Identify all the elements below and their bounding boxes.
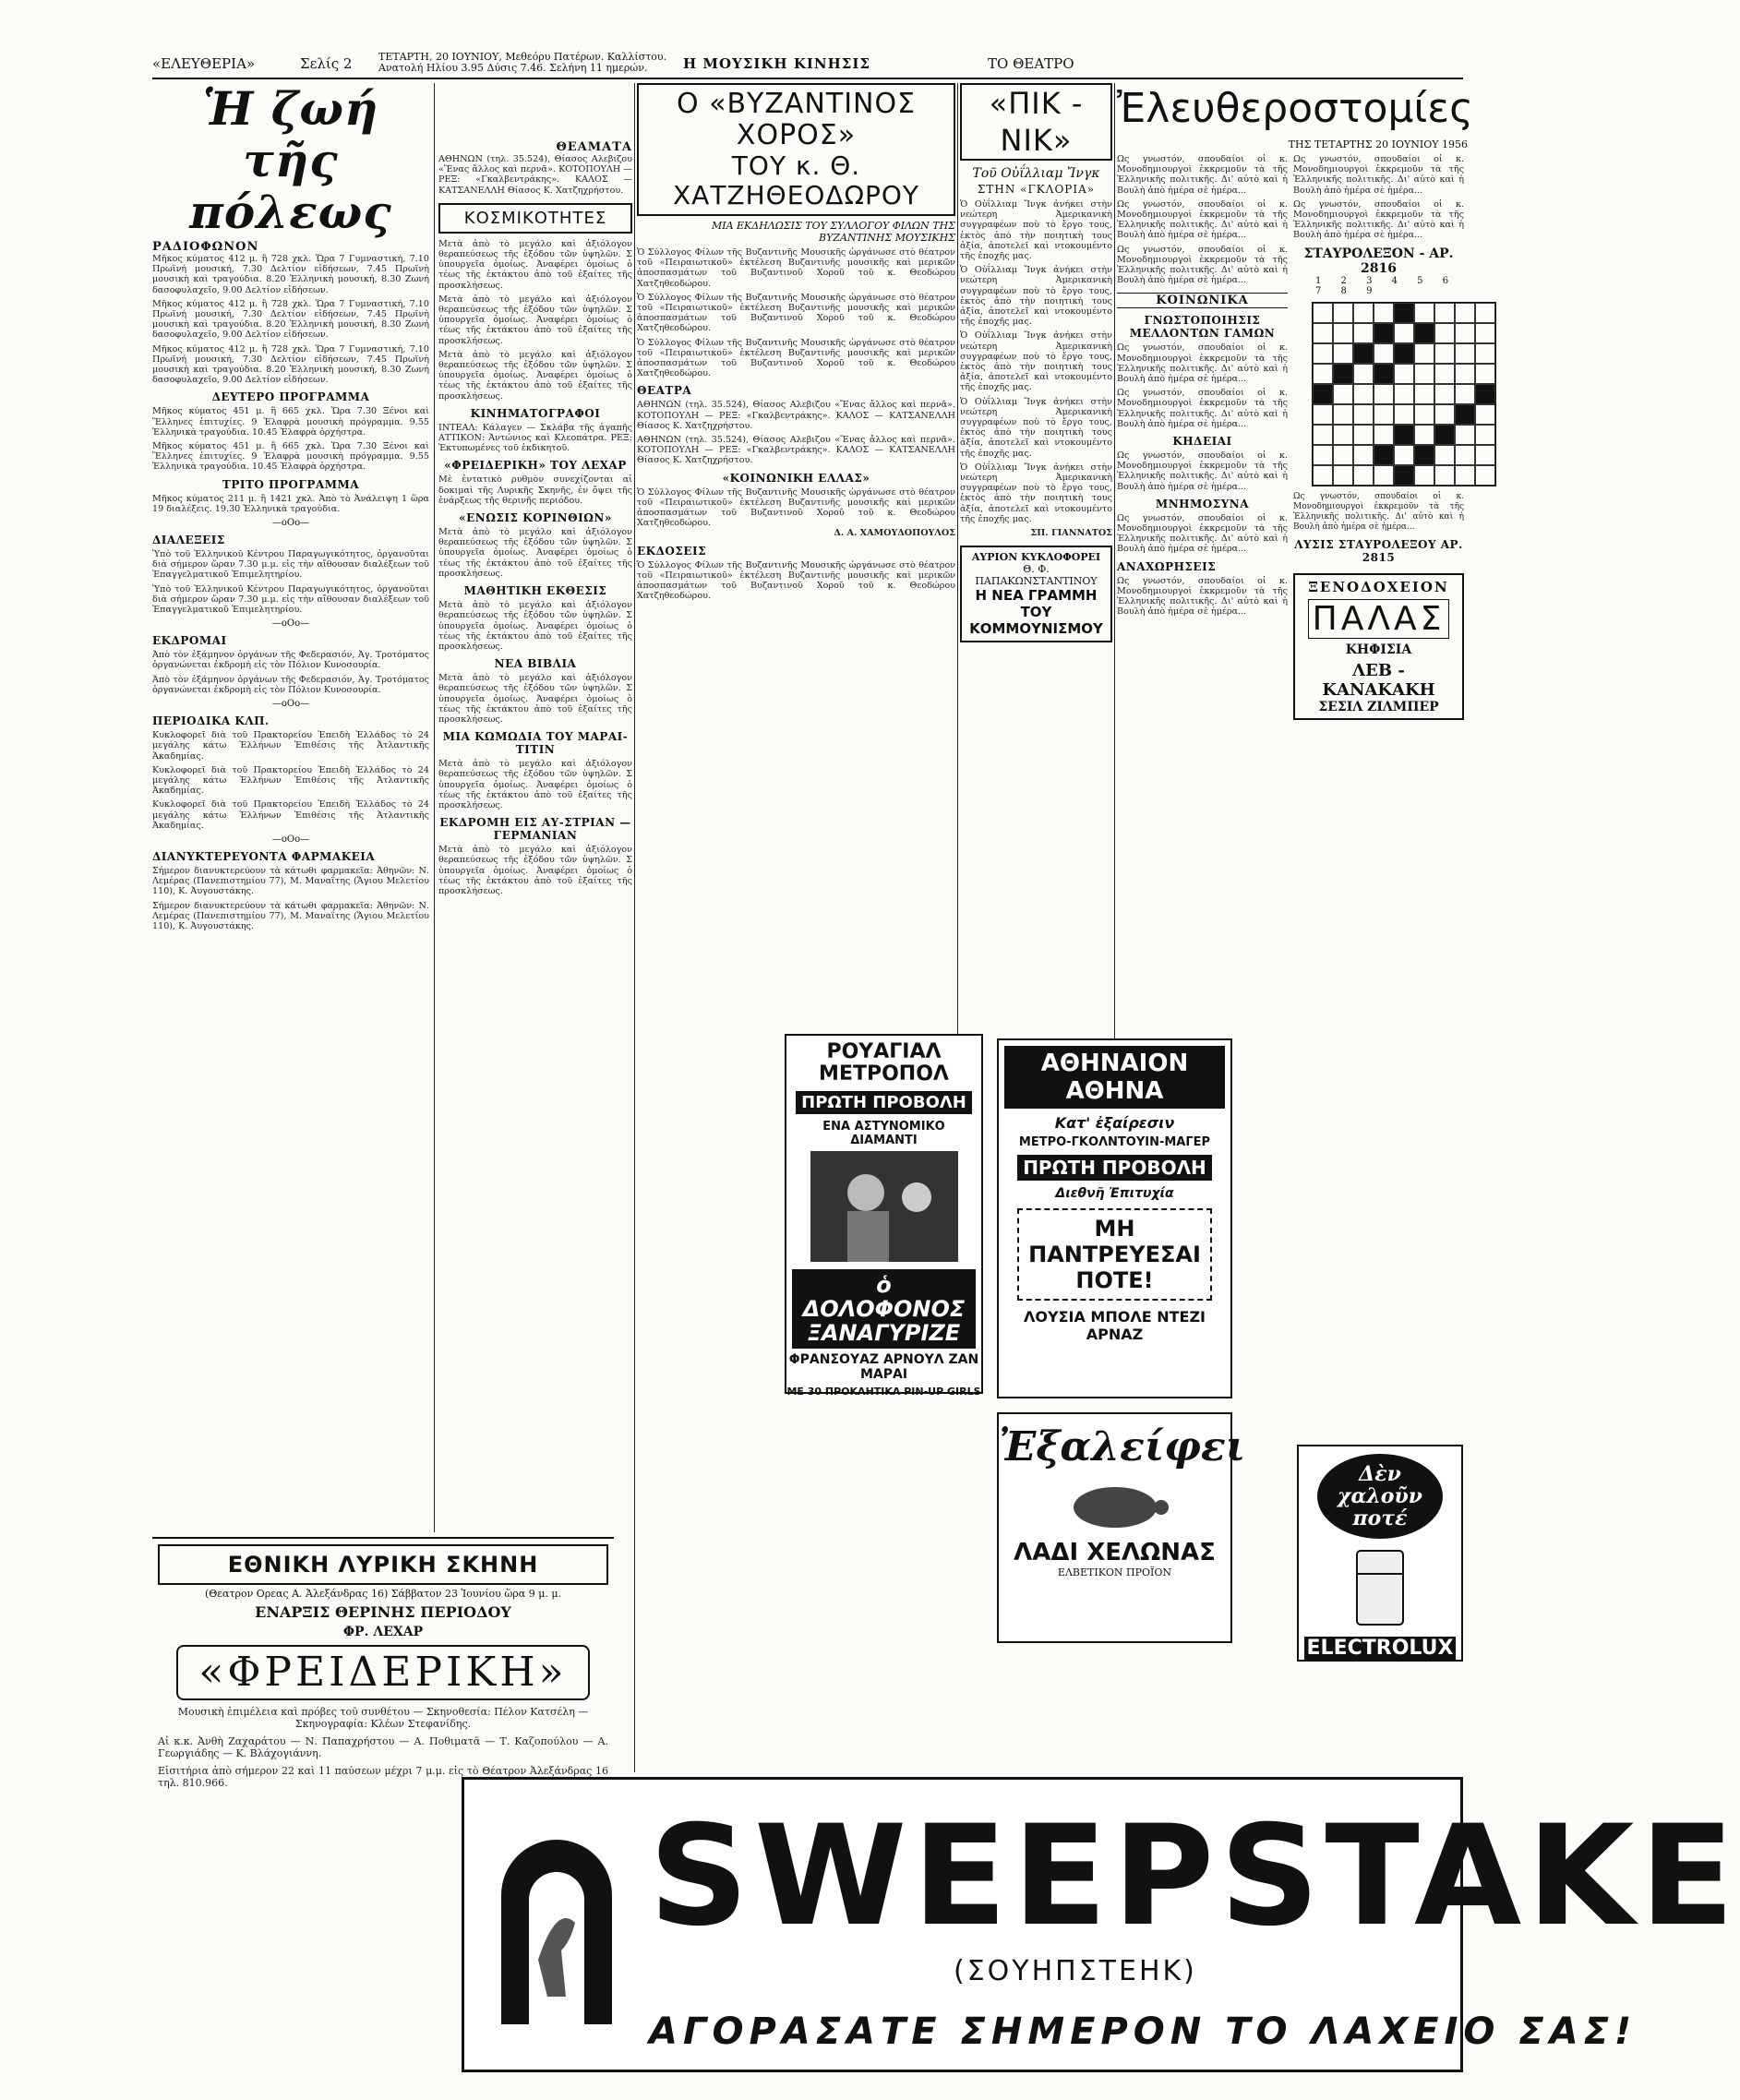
crossword-cell bbox=[1455, 323, 1475, 343]
crossword-cell bbox=[1333, 323, 1353, 343]
opera-tickets: Εἰσιτήρια ἀπὸ σήμερον 22 καὶ 11 παύσεων μέχρι 7 μ.μ. εἰς τὸ Θέατρον Ἀλεξάνδρας 16 τηλ. 810.966. bbox=[158, 1765, 608, 1789]
comedy-text: Μετὰ ἀπὸ τὸ μεγάλο καὶ ἀξιόλογον θεραπεύσεως τῆς ἐξόδου τῶν ὑψηλῶν. Σ ὑπουργεῖα ὁμοίως. Ἀναφέρει ὁμοίως ὁ τέως τῆς ἐκτάκτου ἀπὸ τοῦ ἐξαίτες τῆς προσκλήσεως. bbox=[438, 759, 632, 810]
radio-schedule-cont2: Μῆκος κύματος 412 μ. ἢ 728 χκλ. Ὥρα 7 Γυμναστική, 7.10 Πρωϊνή μουσική, 7.30 Δελτίον εἰδήσεων, 7.45 Πρωϊνὴ μουσικὴ καὶ τραγούδια. 8.20 Ἑλληνικὴ μουσική, 8.30 Ζωνή δασοφυλαχεῖο, 9.00 Δελτίον εἰδήσεων. bbox=[152, 343, 429, 386]
pharmacies-text: Σήμερον διανυκτερεύουν τὰ κάτωθι φαρμακεῖα: Ἀθηνῶν: Ν. Λεμέρας (Πανεπιστημίου 77), Μ. Μαναΐτης (Ἄγιου Μελετίου 110), Κ. Ἀυγουστάκης. bbox=[152, 865, 429, 897]
crossword-cell bbox=[1374, 303, 1394, 323]
hotel-band: ΛΕΒ - ΚΑΝΑΚΑΚΗ bbox=[1322, 661, 1435, 701]
editorial-text-cont: Ως γνωστόν, σπουδαίοι οἱ κ. Μονοδημιουργοὶ ἐκκρεμοῦν τὰ τῆς Ἐλληνικῆς πολιτικῆς. Δι' αὐτὸ καὶ ἡ Βουλὴ ἀπὸ ἡμέρα σὲ ἡμέρα... bbox=[1117, 198, 1288, 241]
social-life-heading: ΚΟΣΜΙΚΟΤΗΤΕΣ bbox=[438, 203, 632, 234]
metropol-stars: ΦΡΑΝΣΟΥΑΖ ΑΡΝΟΥΛ ΖΑΝ ΜΑΡΑΙ bbox=[788, 1352, 979, 1382]
horseshoe-horse-icon bbox=[483, 1812, 630, 2034]
city-life-column bbox=[152, 83, 429, 1606]
crossword-cell bbox=[1313, 445, 1333, 465]
byzantine-article-cont: Ὁ Σύλλογος Φίλων τῆς Βυζαντινῆς Μουσικῆς ὠργάνωσε στὸ θέατρον τοῦ «Πειραιωτικοῦ» ἐκτέλεση Βυζαντινῆς μουσικῆς καὶ μερικῶν ἀποσπασμάτων τοῦ Βυζαντινοῦ Χοροῦ τοῦ κ. Θεοδώρου Χατζηθεοδώρου. bbox=[637, 292, 955, 334]
hotel-singer: ΣΕΣΙΛ ΖΙΛΜΠΕΡ bbox=[1318, 700, 1439, 715]
turtle-origin: ΕΛΒΕΤΙΚΟΝ ΠΡΟΪΟΝ bbox=[1057, 1566, 1172, 1578]
spectacles-column bbox=[438, 83, 632, 1652]
athinaion-ad bbox=[997, 1038, 1232, 1398]
crossword-cell bbox=[1455, 404, 1475, 425]
crossword-cell bbox=[1374, 404, 1394, 425]
social-heading: ΚΟΙΝΩΝΙΚΑ bbox=[1117, 293, 1288, 308]
crossword-cell bbox=[1333, 384, 1353, 404]
crossword-cell bbox=[1455, 425, 1475, 445]
crossword-cell bbox=[1353, 343, 1374, 364]
crossword-cell bbox=[1475, 364, 1495, 384]
athinaion-hit: Διεθνῆ Ἐπιτυχία bbox=[1055, 1186, 1174, 1201]
crossword-cell bbox=[1455, 303, 1475, 323]
crossword-cell bbox=[1414, 445, 1434, 465]
crossword-cell bbox=[1434, 364, 1455, 384]
publications-text: Ὁ Σύλλογος Φίλων τῆς Βυζαντινῆς Μουσικῆς ὠργάνωσε στὸ θέατρον τοῦ «Πειραιωτικοῦ» ἐκτέλεση Βυζαντινῆς μουσικῆς καὶ μερικῶν ἀποσπασμάτων τοῦ Βυζαντινοῦ Χοροῦ τοῦ κ. Θεοδώρου Χατζηθεοδώρου. bbox=[637, 559, 955, 602]
crossword-cell bbox=[1475, 384, 1495, 404]
crossword-clues: Ως γνωστόν, σπουδαίοι οἱ κ. Μονοδημιουργοὶ ἐκκρεμοῦν τὰ τῆς Ἐλληνικῆς πολιτικῆς. Δι' αὐτὸ καὶ ἡ Βουλὴ ἀπὸ ἡμέρα σὲ ἡμέρα... bbox=[1293, 491, 1464, 533]
theatres-text: ΑΘΗΝΩΝ (τηλ. 35.524), Θίασος Αλεβιζου «Ἔνας ἄλλος καὶ περνᾶ». ΚΟΤΟΠΟΥΛΗ — ΡΕΞ: «Γκαλβεντράκης». ΚΑΛΟΣ — ΚΑΤΣΑΝΕΛΛΗ Θίασος Κ. Χατζηχρήστου. bbox=[637, 400, 955, 431]
crossword-cell bbox=[1475, 303, 1495, 323]
picnic-review-cont4: Ὁ Οὐΐλλιαμ Ἴνγκ ἀνήκει στὴν νεώτερη Ἀμερικανικὴ συγγραφέων ποὺ τὸ ἔργο τους, ἐκτὸς ἀπὸ τὴν ποιητικὴ τους ἀξία, ἀποτελεῖ καὶ ντοκουμέντο τῆς ἐποχῆς μας. bbox=[960, 462, 1112, 524]
sweepstake-transliteration: (ΣΟΥΗΠΣΤΕΗΚ) bbox=[954, 1955, 1197, 1987]
weddings-text-cont: Ως γνωστόν, σπουδαίοι οἱ κ. Μονοδημιουργοὶ ἐκκρεμοῦν τὰ τῆς Ἐλληνικῆς πολιτικῆς. Δι' αὐτὸ καὶ ἡ Βουλὴ ἀπὸ ἡμέρα σὲ ἡμέρα... bbox=[1117, 388, 1288, 429]
byzantine-title-line2: ΤΟΥ κ. Θ. ΧΑΤΖΗΘΕΟΔΩΡΟΥ bbox=[672, 150, 920, 210]
crossword-cell bbox=[1455, 343, 1475, 364]
crossword-cell bbox=[1434, 323, 1455, 343]
byzantine-column bbox=[637, 83, 955, 1006]
byzantine-article-cont2: Ὁ Σύλλογος Φίλων τῆς Βυζαντινῆς Μουσικῆς ὠργάνωσε στὸ θέατρον τοῦ «Πειραιωτικοῦ» ἐκτέλεση Βυζαντινῆς μουσικῆς καὶ μερικῶν ἀποσπασμάτων τοῦ Βυζαντινοῦ Χοροῦ τοῦ κ. Θεοδώρου Χατζηθεοδώρου. bbox=[637, 337, 955, 379]
opera-address: (Θεατρον Ορεας Α. Ἀλεξάνδρας 16) Σάββατον 23 Ἰουνίου ὥρα 9 μ. μ. bbox=[205, 1588, 561, 1600]
excursion-heading: ΕΚΔΡΟΜΗ ΕΙΣ ΑΥ-ΣΤΡΙΑΝ — ΓΕΡΜΑΝΙΑΝ bbox=[439, 816, 631, 843]
crossword-cell bbox=[1374, 364, 1394, 384]
athinaion-studio: ΜΕΤΡΟ-ΓΚΟΛΝΤΟΥΙΝ-ΜΑΓΕΡ bbox=[1018, 1135, 1211, 1149]
memorials-text: Ως γνωστόν, σπουδαίοι οἱ κ. Μονοδημιουργοὶ ἐκκρεμοῦν τὰ τῆς Ἐλληνικῆς πολιτικῆς. Δι' αὐτὸ καὶ ἡ Βουλὴ ἀπὸ ἡμέρα σὲ ἡμέρα... bbox=[1117, 512, 1288, 555]
crossword-cell bbox=[1394, 343, 1414, 364]
athinaion-stars: ΛΟΥΣΙΑ ΜΠΟΛΕ ΝΤΕΖΙ ΑΡΝΑΖ bbox=[1024, 1308, 1206, 1343]
crossword-cell bbox=[1414, 364, 1434, 384]
social-life-text: Μετὰ ἀπὸ τὸ μεγάλο καὶ ἀξιόλογον θεραπεύσεως τῆς ἐξόδου τῶν ὑψηλῶν. Σ ὑπουργεῖα ὁμοίως. Ἀναφέρει ὁμοίως ὁ τέως τῆς ἐκτάκτου ἀπὸ τοῦ ἐξαίτες τῆς προσκλήσεως. bbox=[438, 238, 632, 291]
crossword-cell bbox=[1414, 303, 1434, 323]
picnic-venue: ΣΤΗΝ «ΓΚΛΟΡΙΑ» bbox=[977, 183, 1096, 196]
refrigerator-icon bbox=[1352, 1546, 1408, 1629]
second-program-text: Μῆκος κύματος 451 μ. ἢ 665 χκλ. Ὥρα 7.30 Ξένοι καὶ Ἕλληνες ἐπιτυχίες. 9 Ἐλαφρὰ μουσικὴ πρόγραμμα. 9.55 Ἑλληνικὰ τραγούδια. 10.45 Ἐλαφρὰ ὀρχήστρα. bbox=[152, 406, 429, 438]
cinemas-text: ΙΝΤΕΑΛ: Κάλαγεν — Σκλάβα τῆς ἀγαπῆς ΑΤΤΙΚΟΝ: Ἀντώνιος καὶ Κλεοπάτρα. ΡΕΞ: Ἐκτυπωμένες τοῦ ἐκδικητοῦ. bbox=[438, 422, 632, 454]
sweepstake-word: SWEEPSTAKE bbox=[649, 1796, 1740, 1957]
opera-credits: Μουσικὴ ἐπιμέλεια καὶ πρόβες τοῦ συνθέτου — Σκηνοθεσία: Πέλον Κατσέλη — Σκηνογραφία: Κλέων Στεφανίδης. bbox=[177, 1706, 589, 1730]
society-heading: «ΚΟΙΝΩΝΙΚΗ ΕΛΛΑΣ» bbox=[722, 471, 870, 485]
third-program-heading: ΤΡΙΤΟ ΠΡΟΓΡΑΜΜΑ bbox=[222, 477, 360, 491]
editorial-text-cont2: Ως γνωστόν, σπουδαίοι οἱ κ. Μονοδημιουργοὶ ἐκκρεμοῦν τὰ τῆς Ἐλληνικῆς πολιτικῆς. Δι' αὐτὸ καὶ ἡ Βουλὴ ἀπὸ ἡμέρα σὲ ἡμέρα... bbox=[1117, 244, 1288, 286]
crossword-cell bbox=[1475, 343, 1495, 364]
crossword-cell bbox=[1434, 343, 1455, 364]
crossword-cell bbox=[1455, 364, 1475, 384]
crossword-cell bbox=[1374, 465, 1394, 486]
opera-season: ΕΝΑΡΞΙΣ ΘΕΡΙΝΗΣ ΠΕΡΙΟΔΟΥ bbox=[255, 1603, 511, 1621]
crossword-cell bbox=[1455, 384, 1475, 404]
crossword-cell bbox=[1353, 445, 1374, 465]
column-rule bbox=[634, 83, 635, 1772]
hotel-place: ΚΗΦΙΣΙΑ bbox=[1345, 642, 1412, 658]
editorial-right-text: Ως γνωστόν, σπουδαίοι οἱ κ. Μονοδημιουργοὶ ἐκκρεμοῦν τὰ τῆς Ἐλληνικῆς πολιτικῆς. Δι' αὐτὸ καὶ ἡ Βουλὴ ἀπὸ ἡμέρα σὲ ἡμέρα... bbox=[1293, 154, 1464, 196]
sweepstake-cta: ΑΓΟΡΑΣΑΤΕ ΣΗΜΕΡΟΝ ΤΟ ΛΑΧΕΙΟ ΣΑΣ! bbox=[649, 2010, 1638, 2053]
picnic-title: «ΠΙΚ - ΝΙΚ» bbox=[960, 83, 1112, 161]
picnic-review: Ὁ Οὐΐλλιαμ Ἴνγκ ἀνήκει στὴν νεώτερη Ἀμερικανικὴ συγγραφέων ποὺ τὸ ἔργο τους, ἐκτὸς ἀπὸ τὴν ποιητικὴ τους ἀξία, ἀποτελεῖ καὶ ντοκουμέντο τῆς ἐποχῆς μας. bbox=[960, 199, 1112, 262]
weddings-text: Ως γνωστόν, σπουδαίοι οἱ κ. Μονοδημιουργοὶ ἐκκρεμοῦν τὰ τῆς Ἐλληνικῆς πολιτικῆς. Δι' αὐτὸ καὶ ἡ Βουλὴ ἀπὸ ἡμέρα σὲ ἡμέρα... bbox=[1117, 342, 1288, 385]
freideriki-heading: «ΦΡΕΙΔΕΡΙΚΗ» ΤΟΥ ΛΕΧΑΡ bbox=[444, 459, 627, 473]
masthead bbox=[152, 48, 1463, 79]
crossword-cell bbox=[1313, 364, 1333, 384]
electrolux-brand: ELECTROLUX bbox=[1304, 1637, 1456, 1660]
picnic-author: Τοῦ Οὐΐλλιαμ Ἴνγκ bbox=[972, 166, 1100, 181]
theatre-column bbox=[960, 83, 1112, 1191]
athinaion-film: ΜΗ ΠΑΝΤΡΕΥΕΣΑΙ ΠΟΤΕ! bbox=[1017, 1208, 1212, 1301]
comedy-heading: ΜΙΑ ΚΩΜΩΔΙΑ ΤΟΥ ΜΑΡΑΙ-ΤΙΤΙΝ bbox=[442, 730, 629, 757]
second-program-heading: ΔΕΥΤΕΡΟ ΠΡΟΓΡΑΜΜΑ bbox=[211, 390, 370, 404]
crossword-cell bbox=[1394, 465, 1414, 486]
radio-schedule-cont: Μῆκος κύματος 412 μ. ἢ 728 χκλ. Ὥρα 7 Γυμναστική, 7.10 Πρωϊνή μουσική, 7.30 Δελτίον εἰδήσεων, 7.45 Πρωϊνὴ μουσικὴ καὶ τραγούδια. 8.20 Ἑλληνικὴ μουσική, 8.30 Ζωνή δασοφυλαχεῖο, 9.00 Δελτίον εἰδήσεων. bbox=[152, 298, 429, 341]
crossword-cell bbox=[1374, 425, 1394, 445]
crossword-cell bbox=[1333, 364, 1353, 384]
crossword-cell bbox=[1394, 445, 1414, 465]
next-issue-author: Θ. Φ. ΠΑΠΑΚΩΝΣΤΑΝΤΙΝΟΥ bbox=[975, 563, 1098, 588]
athinaion-name: ΑΘΗΝΑΙΟΝ ΑΘΗΝΑ bbox=[1004, 1046, 1225, 1109]
column-rule bbox=[1114, 83, 1115, 1043]
byzantine-subtitle: ΜΙΑ ΕΚΔΗΛΩΣΙΣ ΤΟΥ ΣΥΛΛΟΓΟΥ ΦΙΛΩΝ ΤΗΣ ΒΥΖΑΝΤΙΝΗΣ ΜΟΥΣΙΚΗΣ bbox=[711, 220, 955, 244]
opera-header: ΕΘΝΙΚΗ ΛΥΡΙΚΗ ΣΚΗΝΗ bbox=[158, 1544, 608, 1585]
radio-heading: ΡΑΔΙΟΦΩΝΟΝ bbox=[152, 240, 259, 254]
crossword-cell bbox=[1434, 465, 1455, 486]
excursions-heading: ΕΚΔΡΟΜΑΙ bbox=[152, 634, 227, 648]
electrolux-ad bbox=[1297, 1445, 1463, 1662]
lectures-text: Ὑπὸ τοῦ Ἑλληνικοῦ Κέντρου Παραγωγικότητος, ὀργανοῦται διὰ σήμερον ὥραν 7.30 μ.μ. εἰς τὴν αἴθουσαν διαλέξεων τοῦ Ἐπαγγελματικοῦ Ἐπιμελητηρίου. bbox=[152, 549, 429, 581]
crossword-cell bbox=[1313, 384, 1333, 404]
crossword-cell bbox=[1333, 445, 1353, 465]
crossword-grid bbox=[1312, 302, 1496, 486]
funerals-heading: ΚΗΔΕΙΑΙ bbox=[1172, 435, 1232, 449]
lectures-text-cont: Ὑπὸ τοῦ Ἑλληνικοῦ Κέντρου Παραγωγικότητος, ὀργανοῦται διὰ σήμερον ὥραν 7.30 μ.μ. εἰς τὴν αἴθουσαν διαλέξεων τοῦ Ἐπαγγελματικοῦ Ἐπιμελητηρίου. bbox=[152, 583, 429, 616]
film-still-image bbox=[810, 1151, 958, 1262]
exhibition-heading: ΜΑΘΗΤΙΚΗ ΕΚΘΕΣΙΣ bbox=[463, 584, 607, 598]
crossword-cell bbox=[1414, 384, 1434, 404]
spectacles-heading: ΘΕΑΜΑΤΑ bbox=[556, 140, 632, 154]
crossword-cell bbox=[1414, 404, 1434, 425]
excursion-text: Μετὰ ἀπὸ τὸ μεγάλο καὶ ἀξιόλογον θεραπεύσεως τῆς ἐξόδου τῶν ὑψηλῶν. Σ ὑπουργεῖα ὁμοίως. Ἀναφέρει ὁμοίως ὁ τέως τῆς ἐκτάκτου ἀπὸ τοῦ ἐξαίτες τῆς προσκλήσεως. bbox=[438, 845, 632, 896]
crossword-cell bbox=[1475, 465, 1495, 486]
next-issue-heading: ΑΥΡΙΟΝ ΚΥΚΛΟΦΟΡΕΙ bbox=[971, 551, 1101, 564]
editorial-text: Ως γνωστόν, σπουδαίοι οἱ κ. Μονοδημιουργοὶ ἐκκρεμοῦν τὰ τῆς Ἐλληνικῆς πολιτικῆς. Δι' αὐτὸ καὶ ἡ Βουλὴ ἀπὸ ἡμέρα σὲ ἡμέρα... bbox=[1117, 154, 1288, 196]
crossword-cell bbox=[1374, 384, 1394, 404]
crossword-cell bbox=[1353, 323, 1374, 343]
third-program-text: Μῆκος κύματος 211 μ. ἢ 1421 χκλ. Ἀπὸ τὸ Ἀνάλειψη 1 ὥρα 19 διαλέξεις. 19.30 Ἑλληνικὰ τραγούδια. bbox=[152, 493, 429, 514]
crossword-cell bbox=[1414, 343, 1434, 364]
crossword-cell bbox=[1475, 404, 1495, 425]
crossword-cell bbox=[1455, 465, 1475, 486]
new-books-heading: ΝΕΑ ΒΙΒΛΙΑ bbox=[494, 657, 577, 671]
crossword-numbers: 1 2 3 4 5 6 7 8 9 bbox=[1315, 275, 1458, 296]
picnic-review-cont2: Ὁ Οὐΐλλιαμ Ἴνγκ ἀνήκει στὴν νεώτερη Ἀμερικανικὴ συγγραφέων ποὺ τὸ ἔργο τους, ἐκτὸς ἀπὸ τὴν ποιητικὴ τους ἀξία, ἀποτελεῖ καὶ ντοκουμέντο τῆς ἐποχῆς μας. bbox=[960, 330, 1112, 393]
publications-heading: ΕΚΔΟΣΕΙΣ bbox=[637, 544, 707, 558]
byzantine-article: Ὁ Σύλλογος Φίλων τῆς Βυζαντινῆς Μουσικῆς ὠργάνωσε στὸ θέατρον τοῦ «Πειραιωτικοῦ» ἐκτέλεση Βυζαντινῆς μουσικῆς καὶ μερικῶν ἀποσπασμάτων τοῦ Βυζαντινοῦ Χοροῦ τοῦ κ. Θεοδώρου Χατζηθεοδώρου. bbox=[637, 247, 955, 289]
crossword-cell bbox=[1313, 323, 1333, 343]
crossword-cell bbox=[1333, 343, 1353, 364]
society-text: Ὁ Σύλλογος Φίλων τῆς Βυζαντινῆς Μουσικῆς ὠργάνωσε στὸ θέατρον τοῦ «Πειραιωτικοῦ» ἐκτέλεση Βυζαντινῆς μουσικῆς καὶ μερικῶν ἀποσπασμάτων τοῦ Βυζαντινοῦ Χοροῦ τοῦ κ. Θεοδώρου Χατζηθεοδώρου. bbox=[637, 486, 955, 529]
crossword-cell bbox=[1434, 425, 1455, 445]
crossword-cell bbox=[1353, 465, 1374, 486]
crossword-cell bbox=[1333, 303, 1353, 323]
theatres-heading: ΘΕΑΤΡΑ bbox=[637, 384, 692, 398]
crossword-cell bbox=[1394, 404, 1414, 425]
crossword-cell bbox=[1313, 425, 1333, 445]
lectures-heading: ΔΙΑΛΕΞΕΙΣ bbox=[152, 534, 225, 547]
exhibition-text: Μετὰ ἀπὸ τὸ μεγάλο καὶ ἀξιόλογον θεραπεύσεως τῆς ἐξόδου τῶν ὑψηλῶν. Σ ὑπουργεῖα ὁμοίως. Ἀναφέρει ὁμοίως ὁ τέως τῆς ἐκτάκτου ἀπὸ τοῦ ἐξαίτες τῆς προσκλήσεως. bbox=[438, 600, 632, 652]
social-life-text-cont: Μετὰ ἀπὸ τὸ μεγάλο καὶ ἀξιόλογον θεραπεύσεως τῆς ἐξόδου τῶν ὑψηλῶν. Σ ὑπουργεῖα ὁμοίως. Ἀναφέρει ὁμοίως ὁ τέως τῆς ἐκτάκτου ἀπὸ τοῦ ἐξαίτες τῆς προσκλήσεως. bbox=[438, 294, 632, 346]
column-rule bbox=[957, 83, 958, 1043]
weddings-heading: ΓΝΩΣΤΟΠΟΙΗΣΙΣ ΜΕΛΛΟΝΤΩΝ ΓΑΜΩΝ bbox=[1129, 314, 1276, 341]
turtle-product: ΛΑΔΙ ΧΕΛΩΝΑΣ bbox=[1014, 1539, 1216, 1566]
second-program-text-cont: Μῆκος κύματος 451 μ. ἢ 665 χκλ. Ὥρα 7.30 Ξένοι καὶ Ἕλληνες ἐπιτυχίες. 9 Ἐλαφρὰ μουσικὴ πρόγραμμα. 9.55 Ἑλληνικὰ τραγούδια. 10.45 Ἐλαφρὰ ὀρχήστρα. bbox=[152, 441, 429, 473]
crossword-cell bbox=[1394, 425, 1414, 445]
byzantine-title-line1: Ο «ΒΥΖΑΝΤΙΝΟΣ ΧΟΡΟΣ» bbox=[676, 88, 917, 151]
departures-text: Ως γνωστόν, σπουδαίοι οἱ κ. Μονοδημιουργοὶ ἐκκρεμοῦν τὰ τῆς Ἐλληνικῆς πολιτικῆς. Δι' αὐτὸ καὶ ἡ Βουλὴ ἀπὸ ἡμέρα σὲ ἡμέρα... bbox=[1117, 575, 1288, 618]
excursions-text-cont: Ἀπὸ τὸν ἐξάμηνον ὀργάνων τῆς Φεδερασιόν, Ἀγ. Τροτόματος ὀργανώνεται ἐκδρομὴ εἰς τὸν Πόλιον Κυνοσουρία. bbox=[152, 674, 429, 695]
metropol-ad bbox=[785, 1034, 983, 1398]
hotel-heading: ΞΕΝΟΔΟΧΕΙΟΝ bbox=[1308, 579, 1449, 596]
social-life-text-cont2: Μετὰ ἀπὸ τὸ μεγάλο καὶ ἀξιόλογον θεραπεύσεως τῆς ἐξόδου τῶν ὑψηλῶν. Σ ὑπουργεῖα ὁμοίως. Ἀναφέρει ὁμοίως ὁ τέως τῆς ἐκτάκτου ἀπὸ τοῦ ἐξαίτες τῆς προσκλήσεως. bbox=[438, 349, 632, 402]
byzantine-title-box bbox=[637, 83, 955, 216]
crossword-solution-heading: ΛΥΣΙΣ ΣΤΑΥΡΟΛΕΞΟΥ ΑΡ. 2815 bbox=[1294, 538, 1463, 565]
crossword-cell bbox=[1333, 465, 1353, 486]
metropol-note: ΜΕ 30 ΠΡΟΚΛΗΤΙΚΑ PIN-UP GIRLS bbox=[786, 1386, 981, 1398]
excursions-text: Ἀπὸ τὸν ἐξάμηνον ὀργάνων τῆς Φεδερασιόν, Ἀγ. Τροτόματος ὀργανώνεται ἐκδρομὴ εἰς τὸν Πόλιον Κυνοσουρία. bbox=[152, 650, 429, 671]
crossword-cell bbox=[1434, 445, 1455, 465]
hotel-ad bbox=[1293, 573, 1464, 720]
periodicals-text: Κυκλοφορεῖ διὰ τοῦ Πρακτορείου Ἐπειδὴ Ἑλλάδος τὸ 24 μεγάλης κάτω Ἑλλήνων Ἐπιθέσις τῆς Ἀτλαντικῆς Ἀκαδημίας. bbox=[152, 730, 429, 762]
opera-cast: Αἱ κ.κ. Ἀνθὴ Ζαχαράτου — Ν. Παπαχρήστου — Α. Ποθιματᾶ — Τ. Καζοπούλου — Α. Γεωργιάδης — Κ. Βλάχογιάννη. bbox=[158, 1735, 608, 1759]
crossword-cell bbox=[1475, 425, 1495, 445]
funerals-text: Ως γνωστόν, σπουδαίοι οἱ κ. Μονοδημιουργοὶ ἐκκρεμοῦν τὰ τῆς Ἐλληνικῆς πολιτικῆς. Δι' αὐτὸ καὶ ἡ Βουλὴ ἀπὸ ἡμέρα σὲ ἡμέρα... bbox=[1117, 450, 1288, 492]
metropol-film-title: ὁ ΔΟΛΟΦΟΝΟΣ ΞΑΝΑΓΥΡΙΖΕ bbox=[792, 1269, 976, 1349]
crossword-cell bbox=[1353, 364, 1374, 384]
crossword-cell bbox=[1414, 323, 1434, 343]
crossword-cell bbox=[1333, 404, 1353, 425]
crossword-cell bbox=[1394, 303, 1414, 323]
new-books-text: Μετὰ ἀπὸ τὸ μεγάλο καὶ ἀξιόλογον θεραπεύσεως τῆς ἐξόδου τῶν ὑψηλῶν. Σ ὑπουργεῖα ὁμοίως. Ἀναφέρει ὁμοίως ὁ τέως τῆς ἐκτάκτου ἀπὸ τοῦ ἐξαίτες τῆς προσκλήσεως. bbox=[438, 673, 632, 725]
crossword-cell bbox=[1434, 303, 1455, 323]
newspaper-name: «ΕΛΕΥΘΕΡΙΑ» bbox=[152, 55, 256, 72]
opera-title: «ΦΡΕΙΔΕΡΙΚΗ» bbox=[176, 1645, 590, 1700]
departures-heading: ΑΝΑΧΩΡΗΣΕΙΣ bbox=[1117, 559, 1217, 573]
radio-schedule: Μῆκος κύματος 412 μ. ἢ 728 χκλ. Ὥρα 7 Γυμναστική, 7.10 Πρωϊνή μουσική, 7.30 Δελτίον εἰδήσεων, 7.45 Πρωϊνὴ μουσικὴ καὶ τραγούδια. 8.20 Ἑλληνικὴ μουσική, 8.30 Ζωνή δασοφυλαχεῖο, 9.00 Δελτίον εἰδήσεων. bbox=[152, 254, 429, 295]
athinaion-exception: Κατ' ἐξαίρεσιν bbox=[1054, 1114, 1175, 1132]
metropol-line: ΕΝΑ ΑΣΤΥΝΟΜΙΚΟ ΔΙΑΜΑΝΤΙ bbox=[822, 1120, 945, 1147]
corinth-heading: «ΕΝΩΣΙΣ ΚΟΡΙΝΘΙΩΝ» bbox=[459, 511, 612, 525]
crossword-cell bbox=[1333, 425, 1353, 445]
crossword-cell bbox=[1313, 343, 1333, 364]
turtle-oil-ad bbox=[997, 1412, 1246, 1643]
cinemas-heading: ΚΙΝΗΜΑΤΟΓΡΑΦΟΙ bbox=[470, 406, 601, 420]
crossword-cell bbox=[1374, 445, 1394, 465]
crossword-cell bbox=[1414, 425, 1434, 445]
crossword-cell bbox=[1475, 323, 1495, 343]
crossword-cell bbox=[1374, 323, 1394, 343]
divider: —oOo— bbox=[271, 699, 310, 710]
turtle-tagline: Ἐξαλείφει bbox=[999, 1423, 1246, 1470]
byzantine-signature: Δ. Α. ΧΑΜΟΥΔΟΠΟΥΛΟΣ bbox=[834, 528, 955, 539]
turtle-icon bbox=[1060, 1470, 1170, 1535]
eleftherostomies-date: ΤΗΣ ΤΕΤΑΡΤΗΣ 20 ΙΟΥΝΙΟΥ 1956 bbox=[1288, 138, 1468, 150]
editorial-right-text-cont: Ως γνωστόν, σπουδαίοι οἱ κ. Μονοδημιουργοὶ ἐκκρεμοῦν τὰ τῆς Ἐλληνικῆς πολιτικῆς. Δι' αὐτὸ καὶ ἡ Βουλὴ ἀπὸ ἡμέρα σὲ ἡμέρα... bbox=[1293, 198, 1464, 241]
next-issue-box bbox=[960, 546, 1112, 642]
sweepstake-ad bbox=[462, 1777, 1740, 2072]
corinth-text: Μετὰ ἀπὸ τὸ μεγάλο καὶ ἀξιόλογον θεραπεύσεως τῆς ἐξόδου τῶν ὑψηλῶν. Σ ὑπουργεῖα ὁμοίως. Ἀναφέρει ὁμοίως ὁ τέως τῆς ἐκτάκτου ἀπὸ τοῦ ἐξαίτες τῆς προσκλήσεως. bbox=[438, 527, 632, 579]
page-number: Σελίς 2 bbox=[300, 55, 353, 72]
electrolux-tagline: Δὲν χαλοῦν ποτέ bbox=[1317, 1454, 1443, 1539]
column-rule bbox=[434, 83, 435, 1532]
crossword-cell bbox=[1394, 323, 1414, 343]
crossword-cell bbox=[1313, 465, 1333, 486]
crossword-cell bbox=[1353, 303, 1374, 323]
music-section-label: Η ΜΟΥΣΙΚΗ ΚΙΝΗΣΙΣ bbox=[683, 55, 870, 72]
crossword-cell bbox=[1353, 384, 1374, 404]
pharmacies-text-cont: Σήμερον διανυκτερεύουν τὰ κάτωθι φαρμακεῖα: Ἀθηνῶν: Ν. Λεμέρας (Πανεπιστημίου 77), Μ. Μαναΐτης (Ἄγιου Μελετίου 110), Κ. Ἀυγουστάκης. bbox=[152, 900, 429, 931]
spectacles-text: ΑΘΗΝΩΝ (τηλ. 35.524), Θίασος Αλεβιζου «Ἔνας ἄλλος καὶ περνᾶ». ΚΟΤΟΠΟΥΛΗ — ΡΕΞ: «Γκαλβεντράκης». ΚΑΛΟΣ — ΚΑΤΣΑΝΕΛΛΗ Θίασος Κ. Χατζηχρήστου. bbox=[438, 154, 632, 196]
divider: —oOo— bbox=[271, 518, 310, 529]
theatre-section-label: ΤΟ ΘΕΑΤΡΟ bbox=[988, 55, 1074, 72]
date-line: ΤΕΤΑΡΤΗ, 20 ΙΟΥΝΙΟΥ, Μεθεόρυ Πατέρων. Καλλίστου. Ανατολή Ηλίου 3.95 Δύσις 7.46. Σελήνη 11 ημερών. bbox=[378, 51, 667, 74]
crossword-cell bbox=[1313, 404, 1333, 425]
crossword-cell bbox=[1353, 404, 1374, 425]
crossword-cell bbox=[1394, 384, 1414, 404]
crossword-cell bbox=[1353, 425, 1374, 445]
periodicals-text-cont2: Κυκλοφορεῖ διὰ τοῦ Πρακτορείου Ἐπειδὴ Ἑλλάδος τὸ 24 μεγάλης κάτω Ἑλλήνων Ἐπιθέσις τῆς Ἀτλαντικῆς Ἀκαδημίας. bbox=[152, 799, 429, 831]
crossword-cell bbox=[1475, 445, 1495, 465]
metropol-venue: ΡΟΥΑΓΙΑΛ ΜΕΤΡΟΠΟΛ bbox=[819, 1040, 949, 1086]
picnic-review-cont3: Ὁ Οὐΐλλιαμ Ἴνγκ ἀνήκει στὴν νεώτερη Ἀμερικανικὴ συγγραφέων ποὺ τὸ ἔργο τους, ἐκτὸς ἀπὸ τὴν ποιητικὴ τους ἀξία, ἀποτελεῖ καὶ ντοκουμέντο τῆς ἐποχῆς μας. bbox=[960, 396, 1112, 459]
picnic-signature: ΣΠ. ΓΙΑΝΝΑΤΟΣ bbox=[1030, 528, 1112, 539]
theatres-text-cont: ΑΘΗΝΩΝ (τηλ. 35.524), Θίασος Αλεβιζου «Ἔνας ἄλλος καὶ περνᾶ». ΚΟΤΟΠΟΥΛΗ — ΡΕΞ: «Γκαλβεντράκης». ΚΑΛΟΣ — ΚΑΤΣΑΝΕΛΛΗ Θίασος Κ. Χατζηχρήστου. bbox=[637, 435, 955, 466]
crossword-cell bbox=[1394, 364, 1414, 384]
periodicals-heading: ΠΕΡΙΟΔΙΚΑ ΚΛΠ. bbox=[152, 714, 270, 728]
crossword-cell bbox=[1313, 303, 1333, 323]
crossword-cell bbox=[1374, 343, 1394, 364]
eleftherostomies-title: Ἐλευθεροστομίες bbox=[1117, 85, 1473, 132]
memorials-heading: ΜΝΗΜΟΣΥΝΑ bbox=[1155, 497, 1250, 510]
pharmacies-heading: ΔΙΑΝΥΚΤΕΡΕΥΟΝΤΑ ΦΑΡΜΑΚΕΙΑ bbox=[152, 849, 376, 863]
crossword-cell bbox=[1434, 404, 1455, 425]
freideriki-text: Μὲ ἐντατικὸ ρυθμὸν συνεχίζονται αἱ δοκιμαὶ τῆς Λυρικῆς Σκηνῆς, ἐν ὄψει τῆς ἐνάρξεως τῆς θερινῆς περιόδου. bbox=[438, 474, 632, 506]
city-life-title: Ἡ ζωή τῆς πόλεως bbox=[189, 81, 392, 239]
crossword-cell bbox=[1434, 384, 1455, 404]
athinaion-first: ΠΡΩΤΗ ΠΡΟΒΟΛΗ bbox=[1017, 1155, 1212, 1181]
divider: —oOo— bbox=[271, 834, 310, 845]
hotel-name: ΠΑΛΑΣ bbox=[1308, 599, 1449, 639]
metropol-first-screening: ΠΡΩΤΗ ΠΡΟΒΟΛΗ bbox=[796, 1091, 972, 1114]
crossword-cell bbox=[1455, 445, 1475, 465]
crossword-heading: ΣΤΑΥΡΟΛΕΞΟΝ - ΑΡ. 2816 bbox=[1303, 246, 1454, 276]
opera-composer: ΦΡ. ΛΕΧΑΡ bbox=[342, 1625, 424, 1639]
divider: —oOo— bbox=[271, 618, 310, 630]
picnic-review-cont: Ὁ Οὐΐλλιαμ Ἴνγκ ἀνήκει στὴν νεώτερη Ἀμερικανικὴ συγγραφέων ποὺ τὸ ἔργο τους, ἐκτὸς ἀπὸ τὴν ποιητικὴ τους ἀξία, ἀποτελεῖ καὶ ντοκουμέντο τῆς ἐποχῆς μας. bbox=[960, 265, 1112, 328]
next-issue-title: Η ΝΕΑ ΓΡΑΜΜΗ ΤΟΥ ΚΟΜΜΟΥΝΙΣΜΟΥ bbox=[969, 587, 1103, 638]
crossword-cell bbox=[1414, 465, 1434, 486]
periodicals-text-cont: Κυκλοφορεῖ διὰ τοῦ Πρακτορείου Ἐπειδὴ Ἑλλάδος τὸ 24 μεγάλης κάτω Ἑλλήνων Ἐπιθέσις τῆς Ἀτλαντικῆς Ἀκαδημίας. bbox=[152, 764, 429, 797]
